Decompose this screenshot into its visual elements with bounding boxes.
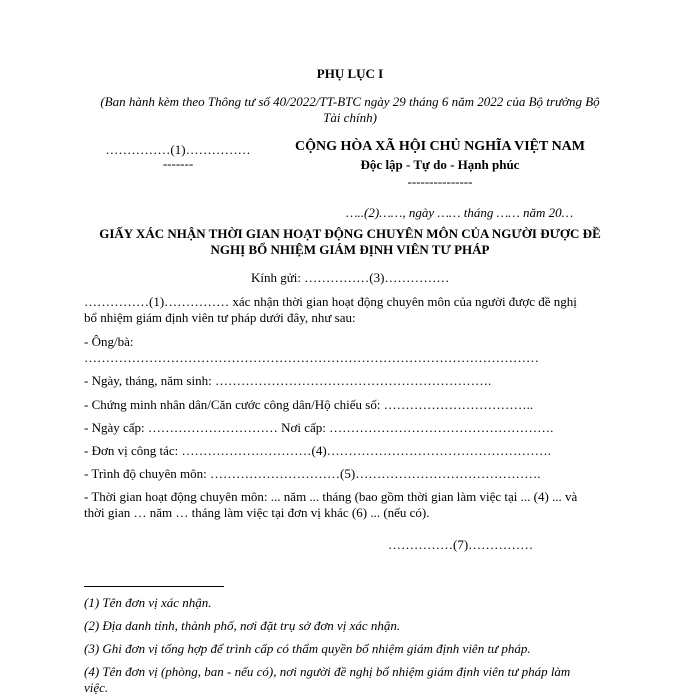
header-org-name: ……………(1)……………: [105, 142, 251, 157]
field-work-time-line2: thời gian … năm … tháng làm việc tại đơn vị khác (6) ... (nếu có).: [84, 505, 430, 520]
intro-line2: bổ nhiệm giám định viên tư pháp dưới đây, như sau:: [84, 310, 356, 325]
footnote-2: (2) Địa danh tỉnh, thành phố, nơi đặt trụ sở đơn vị xác nhận.: [84, 618, 401, 633]
appendix-subtitle-line2: Tài chính): [323, 110, 377, 125]
field-issue-date-place: - Ngày cấp: ………………………… Nơi cấp: …………………………………………….: [84, 420, 554, 435]
field-id-number: - Chứng minh nhân dân/Căn cước công dân/Hộ chiếu số: ……………………………..: [84, 397, 534, 412]
field-qualification: - Trình độ chuyên môn: …………………………(5)…………………………………….: [84, 466, 541, 481]
field-name-label: - Ông/bà:: [84, 334, 134, 349]
footnote-4-line2: việc.: [84, 680, 109, 695]
footnote-separator: [84, 586, 224, 587]
date-line: …..(2)……, ngày …… tháng …… năm 20…: [346, 205, 574, 220]
field-work-unit: - Đơn vị công tác: …………………………(4)…………………………………………….: [84, 443, 551, 458]
header-nation: CỘNG HÒA XÃ HỘI CHỦ NGHĨA VIỆT NAM: [294, 139, 585, 154]
document-title-line1: GIẤY XÁC NHẬN THỜI GIAN HOẠT ĐỘNG CHUYÊN MÔN CỦA NGƯỜI ĐƯỢC ĐỀ: [99, 226, 601, 241]
field-work-time-line1: - Thời gian hoạt động chuyên môn: ... năm ... tháng (bao gồm thời gian làm việc tại ... (4) ... và: [84, 489, 578, 504]
footnote-1: (1) Tên đơn vị xác nhận.: [84, 595, 212, 610]
footnote-4-line1: (4) Tên đơn vị (phòng, ban - nếu có), nơi người đề nghị bổ nhiệm giám định viên tư pháp làm: [84, 664, 571, 679]
header-right-separator: ---------------: [407, 174, 473, 189]
field-name-dots: ……………………………………………………………………………………………: [84, 350, 539, 365]
appendix-subtitle-line1: (Ban hành kèm theo Thông tư số 40/2022/TT-BTC ngày 29 tháng 6 năm 2022 của Bộ trưởng Bộ: [100, 94, 600, 109]
appendix-title: PHỤ LỤC I: [316, 66, 384, 81]
signature-placeholder: ……………(7)……………: [388, 537, 534, 552]
field-date-of-birth: - Ngày, tháng, năm sinh: ……………………………………………………….: [84, 373, 492, 388]
recipient-line: Kính gửi: ……………(3)……………: [251, 270, 450, 285]
header-left-separator: -------: [162, 156, 194, 171]
footnote-3: (3) Ghi đơn vị tổng hợp để trình cấp có thẩm quyền bổ nhiệm giám định viên tư pháp.: [84, 641, 531, 656]
header-motto: Độc lập - Tự do - Hạnh phúc: [360, 157, 520, 172]
document-title-line2: NGHỊ BỔ NHIỆM GIÁM ĐỊNH VIÊN TƯ PHÁP: [210, 242, 490, 257]
intro-line1: ……………(1)…………… xác nhận thời gian hoạt động chuyên môn của người được đề nghị: [84, 294, 577, 309]
